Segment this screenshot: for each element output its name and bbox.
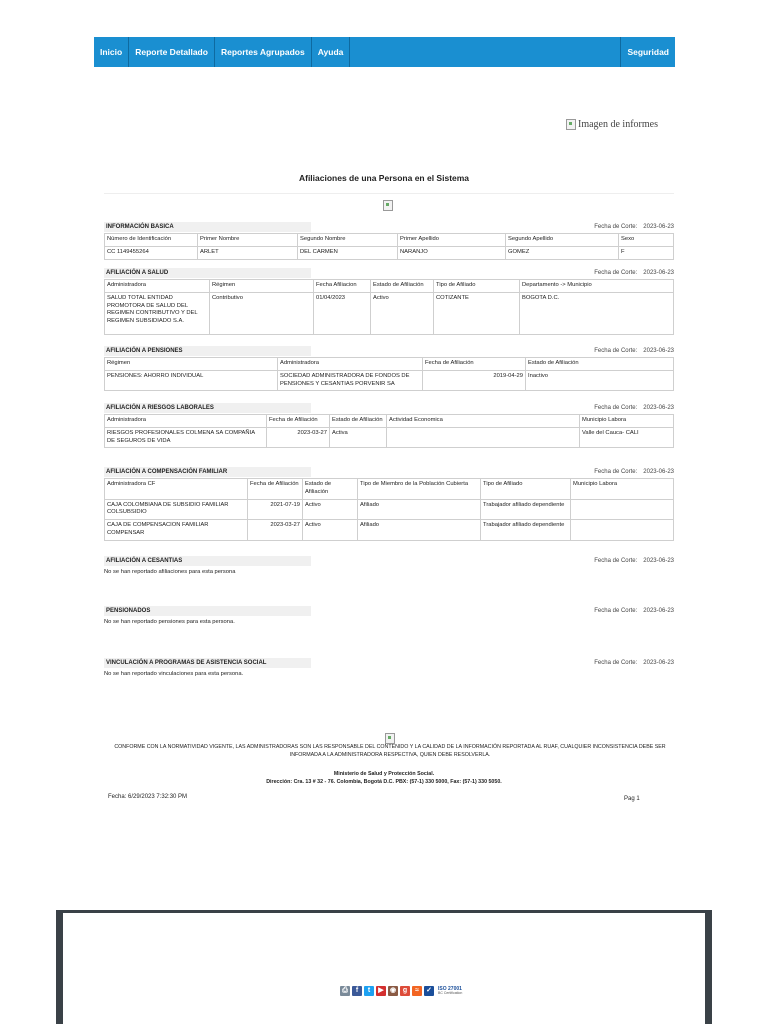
fecha-corte-value: 2023-06-23 — [643, 348, 674, 354]
section-title: INFORMACIÓN BASICA — [104, 222, 311, 232]
section-compensacion-familiar — [104, 466, 674, 541]
fecha-corte-value: 2023-06-23 — [643, 270, 674, 276]
section-salud — [104, 267, 674, 335]
table-cell: Activo — [371, 292, 434, 334]
fecha-corte-label: Fecha de Corte: — [594, 348, 638, 354]
fecha-corte-value: 2023-06-23 — [643, 405, 674, 411]
iso-label: ISO 27001 — [438, 985, 462, 992]
section-cesantias — [104, 555, 674, 575]
check-icon[interactable]: ✓ — [424, 986, 434, 996]
table-row — [105, 520, 674, 541]
title-divider — [104, 193, 674, 194]
table-cell: Trabajador afiliado dependiente — [481, 499, 571, 520]
table-header-cell: Régimen — [210, 280, 314, 293]
table-header-row — [105, 415, 674, 428]
table-cell: CAJA COLOMBIANA DE SUBSIDIO FAMILIAR COLSUBSIDIO — [105, 499, 248, 520]
table-header-cell: Estado de Afiliación — [303, 479, 358, 500]
table-header-cell: Régimen — [105, 358, 278, 371]
table-header-cell: Administradora CF — [105, 479, 248, 500]
bottom-frame — [56, 910, 712, 1024]
report-image-alt: Imagen de informes — [578, 119, 658, 130]
table-header-cell: Administradora — [278, 358, 423, 371]
table-cell — [571, 499, 674, 520]
instagram-icon[interactable]: ◉ — [389, 987, 397, 994]
fecha-corte — [588, 558, 674, 564]
table-row — [105, 370, 674, 391]
fecha-corte-label: Fecha de Corte: — [594, 469, 638, 475]
table-cell: COTIZANTE — [434, 292, 520, 334]
table-cell: Inactivo — [526, 370, 674, 391]
table-cell: 2023-03-27 — [267, 427, 330, 448]
fecha-corte — [588, 405, 674, 411]
section-title: AFILIACIÓN A RIESGOS LABORALES — [104, 403, 311, 413]
logo-placeholder — [383, 198, 393, 216]
table-header-cell: Municipio Labora — [571, 479, 674, 500]
top-nav — [94, 37, 675, 67]
table-cell: DEL CARMEN — [298, 246, 398, 259]
legal-notice: CONFORME CON LA NORMATIVIDAD VIGENTE, LAS ADMINISTRADORAS SON LAS RESPONSABLE DEL CONTENIDO Y LA CALIDAD DE LA INFORMACIÓN REPORTADA AL RUAF, CUALQUIER INCONSISTENCIA DEBE SER INFORMADA A LA ADMINISTRADORA RESPECTIVA, QUIEN DEBE RESOLVERLA. — [114, 744, 666, 758]
table-header-cell: Fecha Afiliacion — [314, 280, 371, 293]
broken-image-icon — [383, 200, 393, 211]
table-cell: 2023-03-27 — [248, 520, 303, 541]
table-header-cell: Número de Identificación — [105, 234, 198, 247]
social-icons-bar — [340, 986, 462, 996]
page-number: Pag 1 — [624, 796, 640, 802]
report-image-placeholder — [566, 119, 658, 130]
table-header-cell: Departamento -> Municipio — [520, 280, 674, 293]
table-header-cell: Administradora — [105, 415, 267, 428]
table-cell: Afiliado — [358, 499, 481, 520]
table-header-cell: Actividad Economica — [387, 415, 580, 428]
table-cell — [387, 427, 580, 448]
table-cell: CC 1149455264 — [105, 246, 198, 259]
section-title: AFILIACIÓN A CESANTIAS — [104, 556, 311, 566]
table-header-cell: Estado de Afiliación — [371, 280, 434, 293]
no-data-message: No se han reportado pensiones para esta persona. — [104, 619, 235, 625]
google-plus-icon[interactable]: g — [400, 986, 410, 996]
nav-ayuda[interactable]: Ayuda — [312, 37, 351, 67]
table-header-cell: Segundo Apellido — [506, 234, 619, 247]
table-cell: CAJA DE COMPENSACION FAMILIAR COMPENSAR — [105, 520, 248, 541]
table-header-cell: Primer Apellido — [398, 234, 506, 247]
section-title: AFILIACIÓN A PENSIONES — [104, 346, 311, 356]
table-header-cell: Fecha de Afiliación — [423, 358, 526, 371]
fecha-corte-value: 2023-06-23 — [643, 660, 674, 666]
table-cell: F — [619, 246, 674, 259]
table-cell: Valle del Cauca- CALI — [580, 427, 674, 448]
table-cell: 2019-04-29 — [423, 370, 526, 391]
riesgos-table — [104, 414, 674, 448]
fecha-corte — [588, 348, 674, 354]
table-header-cell: Fecha de Afiliación — [248, 479, 303, 500]
table-cell: 2021-07-19 — [248, 499, 303, 520]
section-vinculacion — [104, 657, 674, 677]
table-row — [105, 246, 674, 259]
section-pensiones — [104, 345, 674, 391]
table-cell: Trabajador afiliado dependiente — [481, 520, 571, 541]
section-title: AFILIACIÓN A COMPENSACIÓN FAMILIAR — [104, 467, 311, 477]
salud-table — [104, 279, 674, 335]
table-cell: Afiliado — [358, 520, 481, 541]
iso-badge — [438, 987, 462, 996]
nav-seguridad[interactable]: Seguridad — [620, 37, 675, 67]
table-header-cell: Municipio Labora — [580, 415, 674, 428]
fecha-corte-label: Fecha de Corte: — [594, 608, 638, 614]
table-header-cell: Segundo Nombre — [298, 234, 398, 247]
compensacion-table — [104, 478, 674, 541]
print-icon[interactable]: ⎙ — [340, 986, 350, 996]
table-cell: BOGOTA D.C. — [520, 292, 674, 334]
fecha-corte-label: Fecha de Corte: — [594, 224, 638, 230]
section-pensionados — [104, 605, 674, 625]
table-row — [105, 427, 674, 448]
fecha-corte-value: 2023-06-23 — [643, 224, 674, 230]
no-data-message: No se han reportado vinculaciones para esta persona. — [104, 671, 244, 677]
table-header-row — [105, 280, 674, 293]
table-cell: Activa — [330, 427, 387, 448]
section-title: AFILIACIÓN A SALUD — [104, 268, 311, 278]
table-header-cell: Estado de Afiliación — [330, 415, 387, 428]
fecha-corte-label: Fecha de Corte: — [594, 558, 638, 564]
fecha-corte — [588, 469, 674, 475]
print-date: Fecha: 6/29/2023 7:32:30 PM — [108, 794, 188, 800]
table-cell: SOCIEDAD ADMINISTRADORA DE FONDOS DE PENSIONES Y CESANTIAS PORVENIR SA — [278, 370, 423, 391]
table-header-cell: Fecha de Afiliación — [267, 415, 330, 428]
fecha-corte-value: 2023-06-23 — [643, 469, 674, 475]
table-row — [105, 499, 674, 520]
fecha-corte — [588, 224, 674, 230]
table-header-cell: Primer Nombre — [198, 234, 298, 247]
section-informacion-basica — [104, 221, 674, 260]
table-header-cell: Sexo — [619, 234, 674, 247]
table-cell: ARLET — [198, 246, 298, 259]
table-header-cell: Tipo de Miembro de la Población Cubierta — [358, 479, 481, 500]
rss-icon[interactable]: ≈ — [412, 986, 422, 996]
iso-sub: BC Certification — [438, 990, 463, 995]
nav-reporte-detallado[interactable]: Reporte Detallado — [129, 37, 215, 67]
table-header-cell: Administradora — [105, 280, 210, 293]
table-cell: Activo — [303, 520, 358, 541]
facebook-icon[interactable]: f — [352, 986, 362, 996]
table-header-cell: Tipo de Afiliado — [481, 479, 571, 500]
page-title: Afiliaciones de una Persona en el Sistema — [298, 173, 470, 183]
broken-image-icon — [385, 733, 395, 744]
fecha-corte — [588, 660, 674, 666]
fecha-corte — [588, 270, 674, 276]
table-cell: Activo — [303, 499, 358, 520]
table-row — [105, 292, 674, 334]
table-cell: NARANJO — [398, 246, 506, 259]
table-cell: Contributivo — [210, 292, 314, 334]
table-cell: GOMEZ — [506, 246, 619, 259]
section-riesgos-laborales — [104, 402, 674, 448]
section-title: VINCULACIÓN A PROGRAMAS DE ASISTENCIA SOCIAL — [104, 658, 311, 668]
table-header-row — [105, 234, 674, 247]
broken-image-icon — [566, 119, 576, 130]
basica-table — [104, 233, 674, 260]
table-cell: RIESGOS PROFESIONALES COLMENA SA COMPAÑIA DE SEGUROS DE VIDA — [105, 427, 267, 448]
fecha-corte — [588, 608, 674, 614]
fecha-corte-value: 2023-06-23 — [643, 558, 674, 564]
nav-spacer — [350, 37, 620, 67]
youtube-icon[interactable]: ▶ — [376, 986, 386, 996]
table-header-cell: Tipo de Afiliado — [434, 280, 520, 293]
twitter-icon[interactable]: t — [364, 986, 374, 996]
fecha-corte-label: Fecha de Corte: — [594, 270, 638, 276]
nav-reportes-agrupados[interactable]: Reportes Agrupados — [215, 37, 312, 67]
section-title: PENSIONADOS — [104, 606, 311, 616]
fecha-corte-label: Fecha de Corte: — [594, 660, 638, 666]
table-cell: 01/04/2023 — [314, 292, 371, 334]
ministry-name: Ministerio de Salud y Protección Social. — [333, 771, 435, 777]
table-header-row — [105, 358, 674, 371]
ministry-address: Dirección: Cra. 13 # 32 - 76. Colombia, Bogotá D.C. PBX: (57-1) 330 5000, Fax: (57-1) 330 5050. — [266, 778, 502, 785]
no-data-message: No se han reportado afiliaciones para esta persona — [104, 569, 236, 575]
fecha-corte-value: 2023-06-23 — [643, 608, 674, 614]
table-header-row — [105, 479, 674, 500]
table-cell: PENSIONES: AHORRO INDIVIDUAL — [105, 370, 278, 391]
ministry-info — [0, 771, 768, 787]
nav-inicio[interactable]: Inicio — [94, 37, 129, 67]
pensiones-table — [104, 357, 674, 391]
table-header-cell: Estado de Afiliación — [526, 358, 674, 371]
table-cell: SALUD TOTAL ENTIDAD PROMOTORA DE SALUD DEL REGIMEN CONTRIBUTIVO Y DEL REGIMEN SUBSIDIADO S.A. — [105, 292, 210, 334]
table-cell — [571, 520, 674, 541]
fecha-corte-label: Fecha de Corte: — [594, 405, 638, 411]
